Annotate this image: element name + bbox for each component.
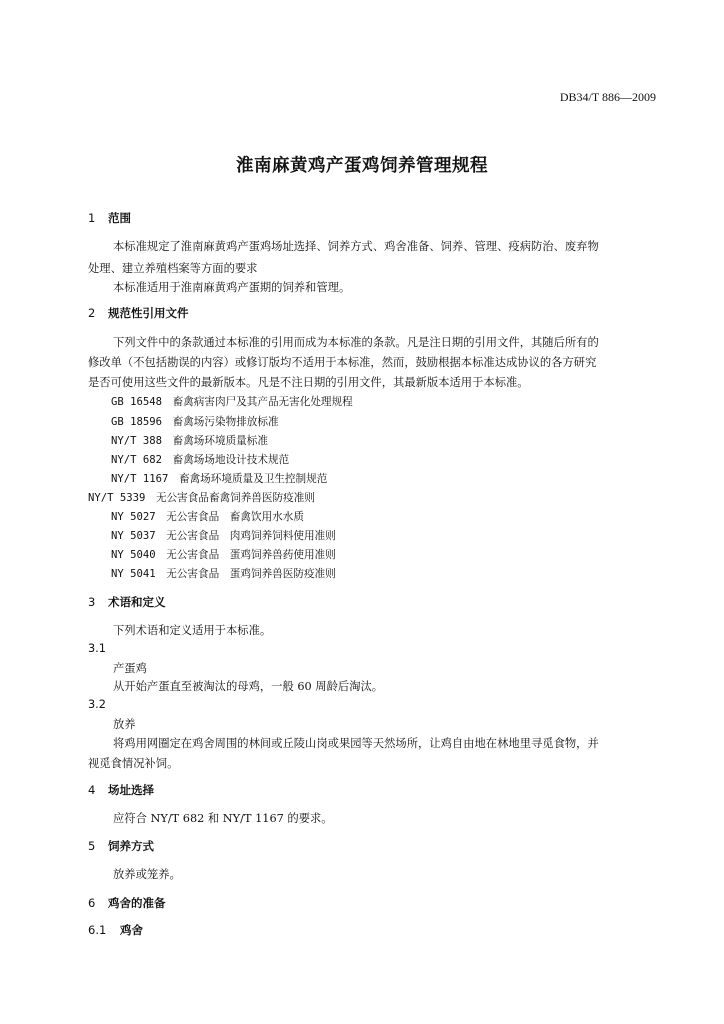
section-number: 3 xyxy=(88,595,96,609)
section-title: 规范性引用文件 xyxy=(108,306,189,320)
section-2-heading xyxy=(88,305,189,321)
reference-item: NY/T 1167 畜禽场环境质量及卫生控制规范 xyxy=(111,473,328,485)
section-title: 场址选择 xyxy=(108,783,154,797)
scope-applicability: 本标准适用于淮南麻黄鸡产蛋期的饲养和管理。 xyxy=(113,281,351,294)
reference-item: GB 16548 畜禽病害肉尸及其产品无害化处理规程 xyxy=(111,396,353,408)
term-number: 3.1 xyxy=(88,642,106,655)
section-title: 鸡舍 xyxy=(120,923,143,937)
references-paragraph-line1: 下列文件中的条款通过本标准的引用而成为本标准的条款。凡是注日期的引用文件，其随后所有的 xyxy=(113,336,599,349)
terms-intro: 下列术语和定义适用于本标准。 xyxy=(113,624,272,637)
term-name: 产蛋鸡 xyxy=(113,662,147,675)
term-definition-line1: 将鸡用网圈定在鸡舍周围的林间或丘陵山岗或果园等天然场所，让鸡自由地在林地里寻觅食物，并 xyxy=(113,737,599,750)
section-number: 6.1 xyxy=(88,923,107,937)
references-paragraph-line3: 是否可使用这些文件的最新版本。凡是不注日期的引用文件，其最新版本适用于本标准。 xyxy=(88,376,529,389)
feeding-method-text: 放养或笼养。 xyxy=(113,868,181,881)
subsection-6-1-heading xyxy=(88,922,143,938)
section-number: 4 xyxy=(88,783,96,797)
reference-item: NY/T 388 畜禽场环境质量标准 xyxy=(111,435,268,447)
reference-item: NY 5037 无公害食品 肉鸡饲养饲料使用准则 xyxy=(111,530,336,542)
site-selection-text: 应符合 NY/T 682 和 NY/T 1167 的要求。 xyxy=(113,812,333,825)
section-6-heading xyxy=(88,895,166,911)
section-number: 5 xyxy=(88,839,96,853)
section-title: 鸡舍的准备 xyxy=(108,896,166,910)
section-5-heading xyxy=(88,838,154,854)
section-title: 术语和定义 xyxy=(108,595,166,609)
reference-item: GB 18596 畜禽场污染物排放标准 xyxy=(111,416,279,428)
standard-number: DB34/T 886—2009 xyxy=(559,90,656,104)
term-number: 3.2 xyxy=(88,698,106,711)
document-title: 淮南麻黄鸡产蛋鸡饲养管理规程 xyxy=(236,156,488,176)
section-1-heading xyxy=(88,210,131,226)
section-title: 饲养方式 xyxy=(108,839,154,853)
term-name: 放养 xyxy=(113,718,136,731)
reference-item: NY 5041 无公害食品 蛋鸡饲养兽医防疫准则 xyxy=(111,568,336,580)
section-4-heading xyxy=(88,782,154,798)
reference-item: NY 5040 无公害食品 蛋鸡饲养兽药使用准则 xyxy=(111,549,336,561)
scope-paragraph-line2: 处理、建立养殖档案等方面的要求 xyxy=(88,262,258,275)
scope-paragraph-line1: 本标准规定了淮南麻黄鸡产蛋鸡场址选择、饲养方式、鸡舍准备、饲养、管理、疫病防治、废弃物 xyxy=(113,240,599,253)
section-number: 1 xyxy=(88,211,96,225)
section-number: 2 xyxy=(88,306,96,320)
section-title: 范围 xyxy=(108,211,131,225)
reference-item: NY/T 5339 无公害食品畜禽饲养兽医防疫准则 xyxy=(88,492,315,504)
reference-item: NY 5027 无公害食品 畜禽饮用水水质 xyxy=(111,511,304,523)
reference-item: NY/T 682 畜禽场场地设计技术规范 xyxy=(111,454,290,466)
term-definition-line2: 视觅食情况补饲。 xyxy=(88,757,179,770)
term-definition: 从开始产蛋直至被淘汰的母鸡，一般 60 周龄后淘汰。 xyxy=(113,680,384,693)
references-paragraph-line2: 修改单（不包括勘误的内容）或修订版均不适用于本标准，然而，鼓励根据本标准达成协议的各方研究 xyxy=(88,356,597,369)
section-number: 6 xyxy=(88,896,96,910)
section-3-heading xyxy=(88,594,166,610)
